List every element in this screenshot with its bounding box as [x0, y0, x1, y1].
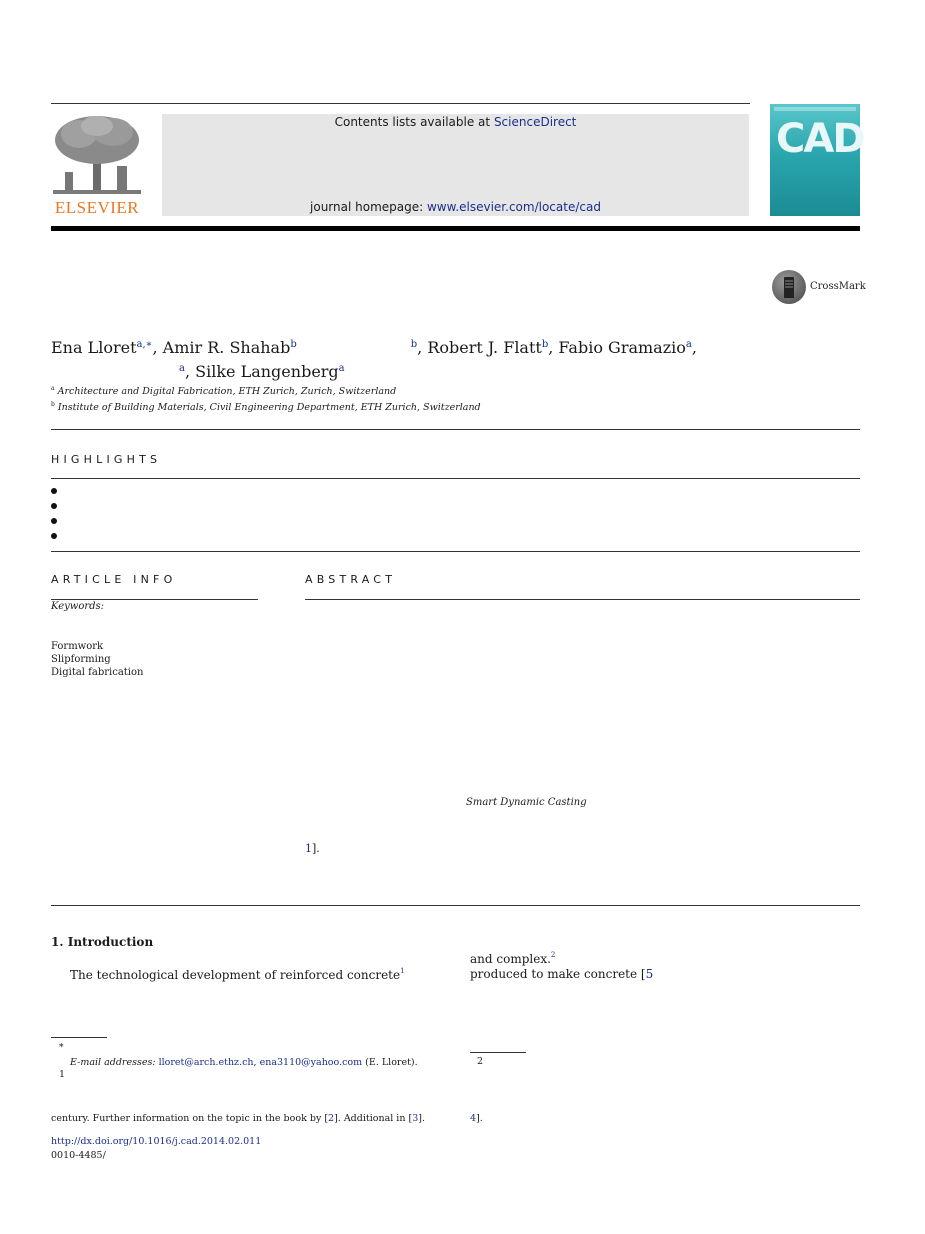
affiliation-b: $^b$ Institute of Building Materials, Civil Engineering Department, ETH Zurich, Switzerland — [51, 401, 481, 413]
intro-right-line-2: produced to make concrete [5 — [470, 967, 654, 981]
author-list — [51, 334, 697, 382]
footnote-rule-right — [470, 1052, 526, 1053]
journal-banner — [162, 114, 749, 216]
highlight-bullet-2 — [51, 503, 57, 509]
footnote-ref-link-3[interactable]: 3 — [412, 1113, 419, 1124]
footnote-email: E-mail addresses: lloret@arch.ethz.ch, ena3110@yahoo.com (E. Lloret). — [70, 1057, 418, 1068]
footnote-right-bottom: 4]. — [470, 1113, 483, 1124]
crossmark-icon — [772, 270, 806, 304]
elsevier-tree-icon — [51, 114, 143, 196]
footnote-star: ∗ — [58, 1040, 65, 1051]
doi-link[interactable]: http://dx.doi.org/10.1016/j.cad.2014.02.011 — [51, 1136, 262, 1147]
publisher-wordmark: ELSEVIER — [54, 198, 140, 217]
footnote-ref-2[interactable]: 2 — [550, 951, 556, 959]
footnote-ref-1[interactable]: 1 — [400, 967, 405, 975]
crossmark-badge[interactable] — [772, 270, 866, 304]
intro-left-line: The technological development of reinforced concrete$^1$ — [70, 967, 405, 982]
elsevier-logo[interactable] — [51, 114, 143, 218]
divider-article-info — [51, 599, 258, 600]
footnote-rule-left — [51, 1037, 107, 1038]
email-link-1[interactable]: lloret@arch.ethz.ch — [158, 1057, 254, 1068]
introduction-heading: 1. Introduction — [51, 935, 154, 949]
keyword-item: Digital fabrication — [51, 667, 144, 678]
author-line-1: Ena Lloret$^{a,∗}$, Amir R. Shahab$^b$ $^b$, Robert J. Flatt$^b$, Fabio Gramazio$^a$, — [51, 338, 697, 357]
divider-abstract-bottom — [51, 905, 860, 906]
cover-top-bar — [774, 107, 856, 111]
intro-right-line-1: and complex.$^2$ — [470, 951, 556, 966]
abstract-italic-term: Smart Dynamic Casting — [466, 797, 587, 808]
author-line-2: $^a$, Silke Langenberg$^a$ — [179, 362, 345, 381]
header-top-rule — [51, 103, 750, 104]
footnote-left-bottom: century. Further information on the topic in the book by [2]. Additional in [3]. — [51, 1113, 425, 1124]
abstract-reference: 1]. — [305, 842, 320, 855]
footnote-number-2: 2 — [477, 1056, 484, 1067]
divider-highlights-bottom — [51, 551, 860, 552]
header-thick-rule — [51, 226, 860, 231]
footnote-number-1: 1 — [59, 1069, 66, 1080]
highlight-bullet-1 — [51, 488, 57, 494]
highlight-bullet-4 — [51, 533, 57, 539]
highlights-heading: HIGHLIGHTS — [51, 453, 162, 466]
contents-line: Contents lists available at ScienceDirect — [334, 115, 577, 129]
cover-title: CAD — [776, 116, 864, 162]
keywords-label: Keywords: — [51, 601, 105, 612]
intro-ref-link[interactable]: 5 — [645, 967, 654, 981]
doi-line — [51, 1136, 261, 1147]
divider-affiliations — [51, 429, 860, 430]
email-link-2[interactable]: ena3110@yahoo.com — [259, 1057, 363, 1068]
highlight-bullet-3 — [51, 518, 57, 524]
abstract-heading: ABSTRACT — [305, 573, 397, 586]
abstract-ref-link[interactable]: 1 — [305, 842, 312, 855]
homepage-line: journal homepage: www.elsevier.com/locate/cad — [310, 200, 601, 214]
issn-line: 0010-4485/ — [51, 1150, 106, 1161]
journal-cover[interactable] — [770, 104, 864, 216]
footnote-ref-link-2[interactable]: 2 — [328, 1113, 335, 1124]
crossmark-label: CrossMark — [810, 281, 866, 292]
footnote-ref-link-4[interactable]: 4 — [470, 1113, 477, 1124]
keyword-item: Formwork — [51, 641, 104, 652]
sciencedirect-link[interactable]: ScienceDirect — [493, 115, 577, 129]
affiliation-a: $^a$ Architecture and Digital Fabrication, ETH Zurich, Zurich, Switzerland — [51, 385, 397, 397]
journal-homepage-link[interactable]: www.elsevier.com/locate/cad — [426, 200, 601, 214]
divider-highlights-top — [51, 478, 860, 479]
article-info-heading: ARTICLE INFO — [51, 573, 177, 586]
keyword-item: Slipforming — [51, 654, 111, 665]
divider-abstract — [305, 599, 860, 600]
